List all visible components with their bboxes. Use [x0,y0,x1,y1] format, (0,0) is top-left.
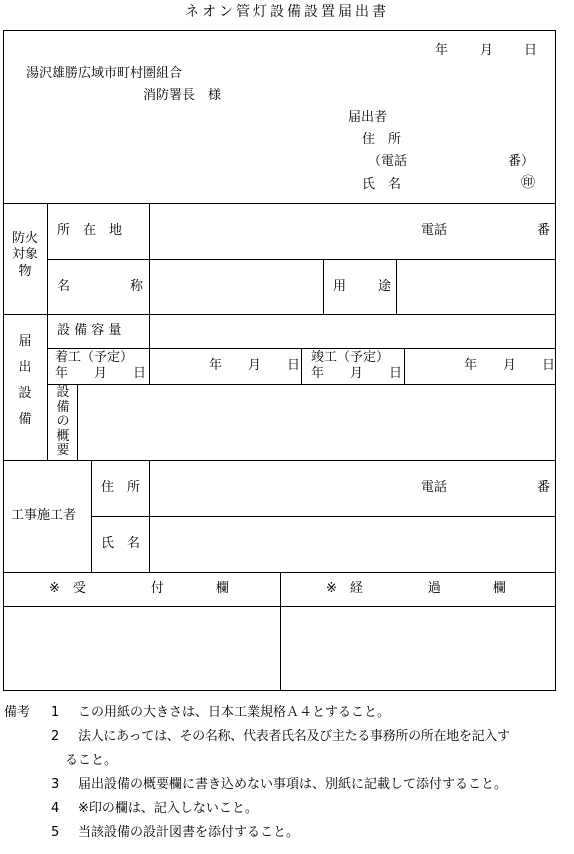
contractor-address-label: 住 所 [101,480,141,495]
location-label: 所 在 地 [57,223,123,238]
date-month-label: 月 [480,43,494,58]
rule-contractor-middle [91,516,556,517]
date-year-label: 年 [435,43,449,58]
note-text-continuation: ること。 [65,753,118,768]
date-day-label: 日 [524,43,538,58]
use-label-first: 用 [333,279,347,294]
receipt-label: ※ 受 付 欄 [49,581,229,596]
rule-section-divider [47,203,48,460]
start-sub-date: 年 月 日 [55,366,147,381]
rule-label-column [149,203,150,384]
notes-heading: 備考 [4,705,31,720]
note-number: 4 [51,801,60,816]
contractor-phone-suffix: 番 [537,480,551,495]
rule-use-right [396,259,397,314]
rule-contractor-label-column [91,460,92,572]
target-section-label: 防火 対象 物 [11,231,38,279]
start-date: 年 月 日 [209,358,301,373]
applicant-name-label: 氏 名 [362,177,402,192]
note-number: 3 [51,777,60,792]
rule-contractor-value-column [149,460,150,572]
note-text: 法人にあっては、その名称、代表者氏名及び主たる事務所の所在地を記入す [78,729,510,744]
location-phone-label: 電話 [421,223,448,238]
applicant-label: 届出者 [348,110,388,125]
notes-section [3,706,573,850]
progress-label: ※ 経 過 欄 [326,581,506,596]
applicant-phone-close: 番） [508,154,535,169]
finish-label: 竣工（予定） [311,350,390,365]
use-label-second: 途 [378,279,392,294]
rule-finish-right [404,348,405,384]
contractor-phone-label: 電話 [421,480,448,495]
finish-sub-date: 年 月 日 [311,366,403,381]
note-text: ※印の欄は、記入しないこと。 [78,801,258,816]
addressee-title: 消防署長 様 [143,88,222,103]
capacity-label: 設 備 容 量 [57,323,122,338]
rule-target-bottom [3,314,556,315]
finish-date: 年 月 日 [464,358,556,373]
addressee-org: 湯沢雄勝広域市町村圏組合 [26,66,183,81]
note-number: 2 [51,729,60,744]
rule-reception-divider [280,572,281,691]
overview-label: 設 備 の 概 要 [56,385,70,459]
equipment-section-label: 届 出 設 備 [18,334,32,427]
applicant-address-label: 住 所 [362,132,402,147]
applicant-phone-open: （電話 [368,154,408,169]
name-label-second: 称 [130,279,144,294]
note-text: 当該設備の設計図書を添付すること。 [78,825,300,840]
note-number: 1 [51,705,60,720]
rule-overview-label-column [77,384,78,460]
note-text: 届出設備の概要欄に書き込めない事項は、別紙に記載して添付すること。 [78,777,508,792]
start-label: 着工（予定） [55,350,134,365]
rule-equipment-bottom [3,460,556,461]
form-title: ネオン管灯設備設置届出書 [185,4,389,20]
contractor-name-label: 氏 名 [101,536,141,551]
rule-dates-bottom [47,384,556,385]
name-label-first: 名 [57,279,71,294]
contractor-section-label: 工事施工者 [11,508,77,523]
note-number: 5 [51,825,60,840]
seal-mark: ㊞ [521,175,535,191]
location-phone-suffix: 番 [537,223,551,238]
note-text: この用紙の大きさは、日本工業規格Ａ４とすること。 [78,705,391,720]
rule-header-bottom [3,203,556,204]
rule-use-left [323,259,324,314]
rule-location-bottom [47,259,556,260]
rule-finish-left [301,348,302,384]
